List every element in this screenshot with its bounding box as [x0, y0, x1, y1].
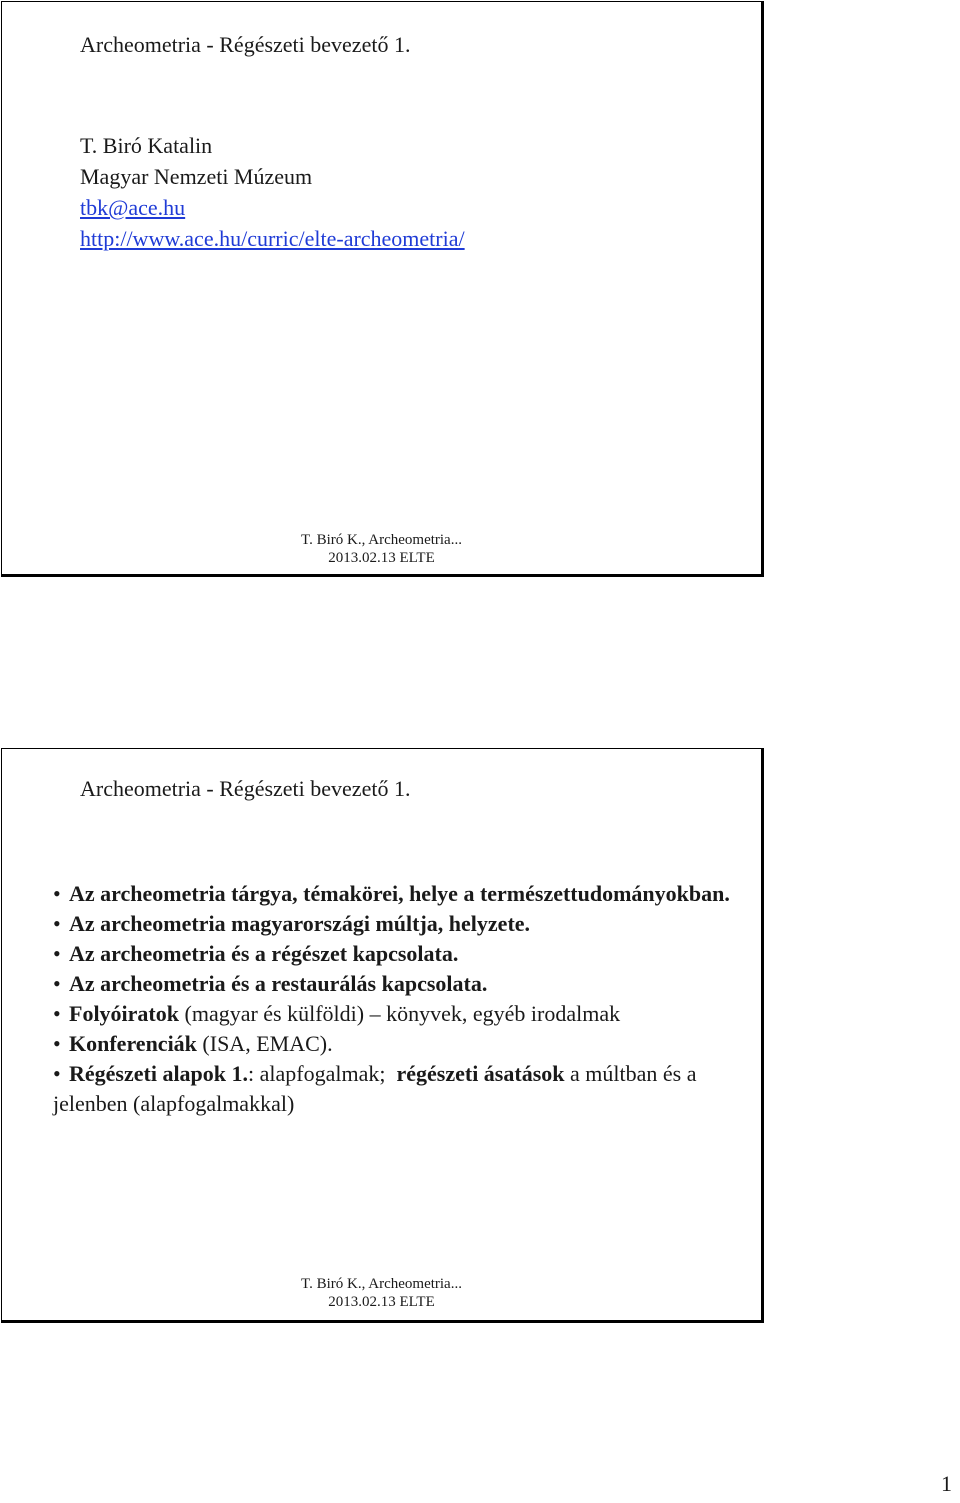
list-item: • Régészeti alapok 1.: alapfogalmak; régészeti ásatások a múltban és a jelenben (alapfogalmakkal)	[53, 1061, 697, 1116]
list-item: • Az archeometria magyarországi múltja, helyzete.	[53, 911, 531, 936]
footer-author: T. Biró K., Archeometria...	[301, 1276, 462, 1292]
list-item: • Folyóiratok (magyar és külföldi) – könyvek, egyéb irodalmak	[53, 1001, 621, 1026]
topic-list	[53, 879, 743, 1119]
list-item: • Konferenciák (ISA, EMAC).	[53, 1031, 333, 1056]
slide-2	[1, 748, 764, 1323]
list-item: • Az archeometria és a régészet kapcsolata.	[53, 941, 459, 966]
list-item: • Az archeometria tárgya, témakörei, helye a természettudományokban.	[53, 881, 730, 906]
institution: Magyar Nemzeti Múzeum	[80, 164, 313, 189]
list-item: • Az archeometria és a restaurálás kapcsolata.	[53, 971, 488, 996]
slide-1-title: Archeometria - Régészeti bevezető 1.	[80, 32, 411, 57]
page-number: 1	[941, 1471, 952, 1496]
website-link[interactable]: http://www.ace.hu/curric/elte-archeometria/	[80, 226, 465, 251]
slide-2-title: Archeometria - Régészeti bevezető 1.	[80, 776, 411, 801]
footer-author: T. Biró K., Archeometria...	[301, 532, 462, 548]
footer-date: 2013.02.13 ELTE	[328, 1294, 435, 1310]
footer-date: 2013.02.13 ELTE	[328, 550, 435, 566]
author-block	[80, 130, 465, 254]
slide-1-footer	[2, 531, 761, 567]
author-name: T. Biró Katalin	[80, 133, 213, 158]
slide-2-footer	[2, 1275, 761, 1311]
slide-1	[1, 1, 764, 577]
email-link[interactable]: tbk@ace.hu	[80, 195, 186, 220]
